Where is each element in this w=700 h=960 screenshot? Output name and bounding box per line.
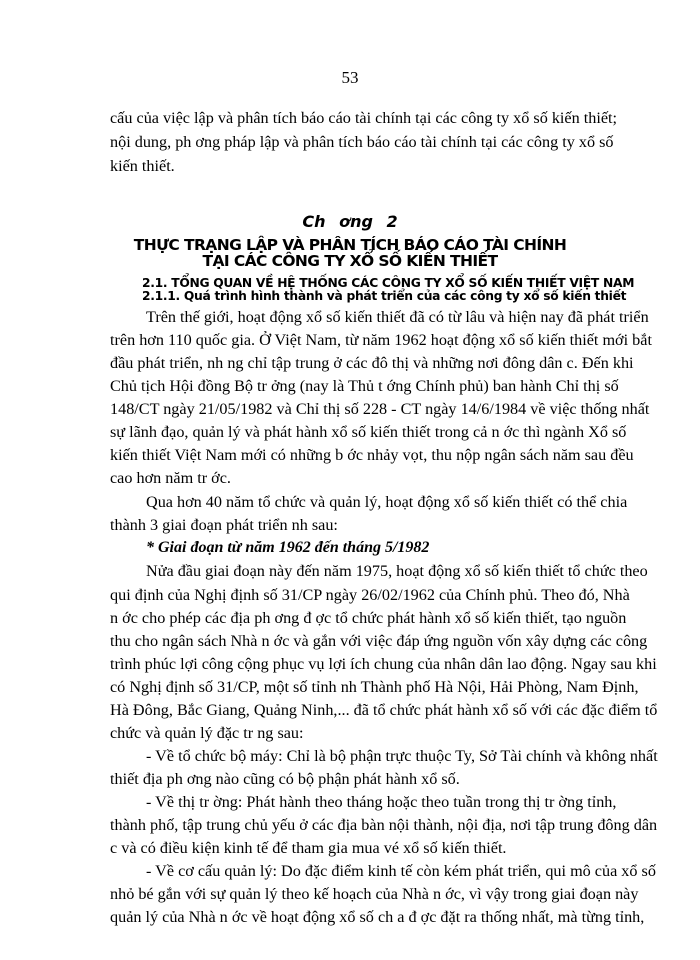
- page-number: 53: [341, 68, 359, 87]
- subsection-heading: 2.1.1. Quá trình hình thành và phát triển của các công ty xổ số kiến thiết: [142, 289, 627, 303]
- body-line: - Về tổ chức bộ máy: Chỉ là bộ phận trực thuộc Ty, Sở Tài chính và không nhất: [146, 747, 658, 765]
- body-line: qui định của Nghị định số 31/CP ngày 26/02/1962 của Chính phủ. Theo đó, Nhà: [110, 586, 630, 604]
- body-line: có Nghị định số 31/CP, một số tỉnh nh Thành phố Hà Nội, Hải Phòng, Nam Định,: [110, 678, 639, 696]
- body-line: Chủ tịch Hội đồng Bộ tr ởng (nay là Thủ t ớng Chính phủ) ban hành Chỉ thị số: [110, 377, 619, 395]
- body-line: Qua hơn 40 năm tổ chức và quản lý, hoạt động xổ số kiến thiết có thể chia: [146, 493, 628, 511]
- body-line: trình phúc lợi công cộng phục vụ lợi ích chung của nhân dân lao động. Ngay sau khi: [110, 655, 657, 673]
- body-line: chức và quản lý đặc tr ng sau:: [110, 724, 304, 742]
- section-heading: 2.1. TỔNG QUAN VỀ HỆ THỐNG CÁC CÔNG TY XỔ SỐ KIẾN THIẾT VIỆT NAM: [142, 276, 635, 290]
- body-line: Hà Đông, Bắc Giang, Quảng Ninh,... đã tổ chức phát hành xổ số với các đặc điểm tổ: [110, 701, 658, 719]
- chapter-label: Ch ơng 2: [302, 212, 398, 231]
- intro-line: kiến thiết.: [110, 157, 175, 175]
- period-heading: * Giai đoạn từ năm 1962 đến tháng 5/1982: [146, 539, 430, 556]
- body-line: trên hơn 110 quốc gia. Ở Việt Nam, từ năm 1962 hoạt động xổ số kiến thiết mới bắt: [110, 331, 652, 349]
- body-line: nhỏ bé gắn với sự quản lý theo kế hoạch của Nhà n ớc, vì vậy trong giai đoạn này: [110, 885, 639, 903]
- body-line: thu cho ngân sách Nhà n ớc và gắn với việc đáp ứng nguồn vốn xây dựng các công: [110, 632, 648, 650]
- body-line: Nửa đầu giai đoạn này đến năm 1975, hoạt động xổ số kiến thiết tổ chức theo: [146, 562, 648, 580]
- body-line: - Về thị tr ờng: Phát hành theo tháng hoặc theo tuần trong thị tr ờng tỉnh,: [146, 793, 617, 811]
- body-line: đầu phát triển, nh ng chỉ tập trung ở các đô thị và những nơi đông dân c. Đến khi: [110, 354, 634, 372]
- body-line: thành 3 giai đoạn phát triển nh sau:: [110, 516, 338, 534]
- body-line: cao hơn năm tr ớc.: [110, 469, 231, 487]
- body-line: 148/CT ngày 21/05/1982 và Chỉ thị số 228 - CT ngày 14/6/1984 về việc thống nhất: [110, 400, 650, 418]
- body-line: c và có điều kiện kinh tế để tham gia mua vé xổ số kiến thiết.: [110, 839, 507, 857]
- body-line: thiết địa ph ơng nào cũng có bộ phận phát hành xổ số.: [110, 770, 460, 788]
- body-line: Trên thế giới, hoạt động xổ số kiến thiết đã có từ lâu và hiện nay đã phát triển: [146, 308, 649, 326]
- intro-line: nội dung, ph ơng pháp lập và phân tích báo cáo tài chính tại các công ty xổ số: [110, 133, 614, 151]
- body-line: thành phố, tập trung chủ yếu ở các địa bàn nội thành, nội địa, nơi tập trung đông dân: [110, 816, 658, 834]
- body-line: sự lãnh đạo, quản lý và phát hành xổ số kiến thiết trong cả n ớc thì ngành Xổ số: [110, 423, 627, 441]
- body-line: quản lý của Nhà n ớc về hoạt động xổ số ch a đ ợc đặt ra thống nhất, mà từng tỉnh,: [110, 908, 645, 926]
- body-line: kiến thiết Việt Nam mới có những b ớc nhảy vọt, thu nộp ngân sách năm sau đều: [110, 446, 634, 464]
- body-line: - Về cơ cấu quản lý: Do đặc điểm kinh tế còn kém phát triển, qui mô của xổ số: [146, 862, 656, 880]
- chapter-title-line: TẠI CÁC CÔNG TY XỔ SỐ KIẾN THIẾT: [202, 252, 498, 270]
- intro-line: cấu của việc lập và phân tích báo cáo tài chính tại các công ty xổ số kiến thiết;: [110, 109, 618, 127]
- chapter-title-line: THỰC TRẠNG LẬP VÀ PHÂN TÍCH BÁO CÁO TÀI CHÍNH: [133, 236, 567, 254]
- body-line: n ớc cho phép các địa ph ơng đ ợc tổ chức phát hành xổ số kiến thiết, tạo nguồn: [110, 609, 627, 627]
